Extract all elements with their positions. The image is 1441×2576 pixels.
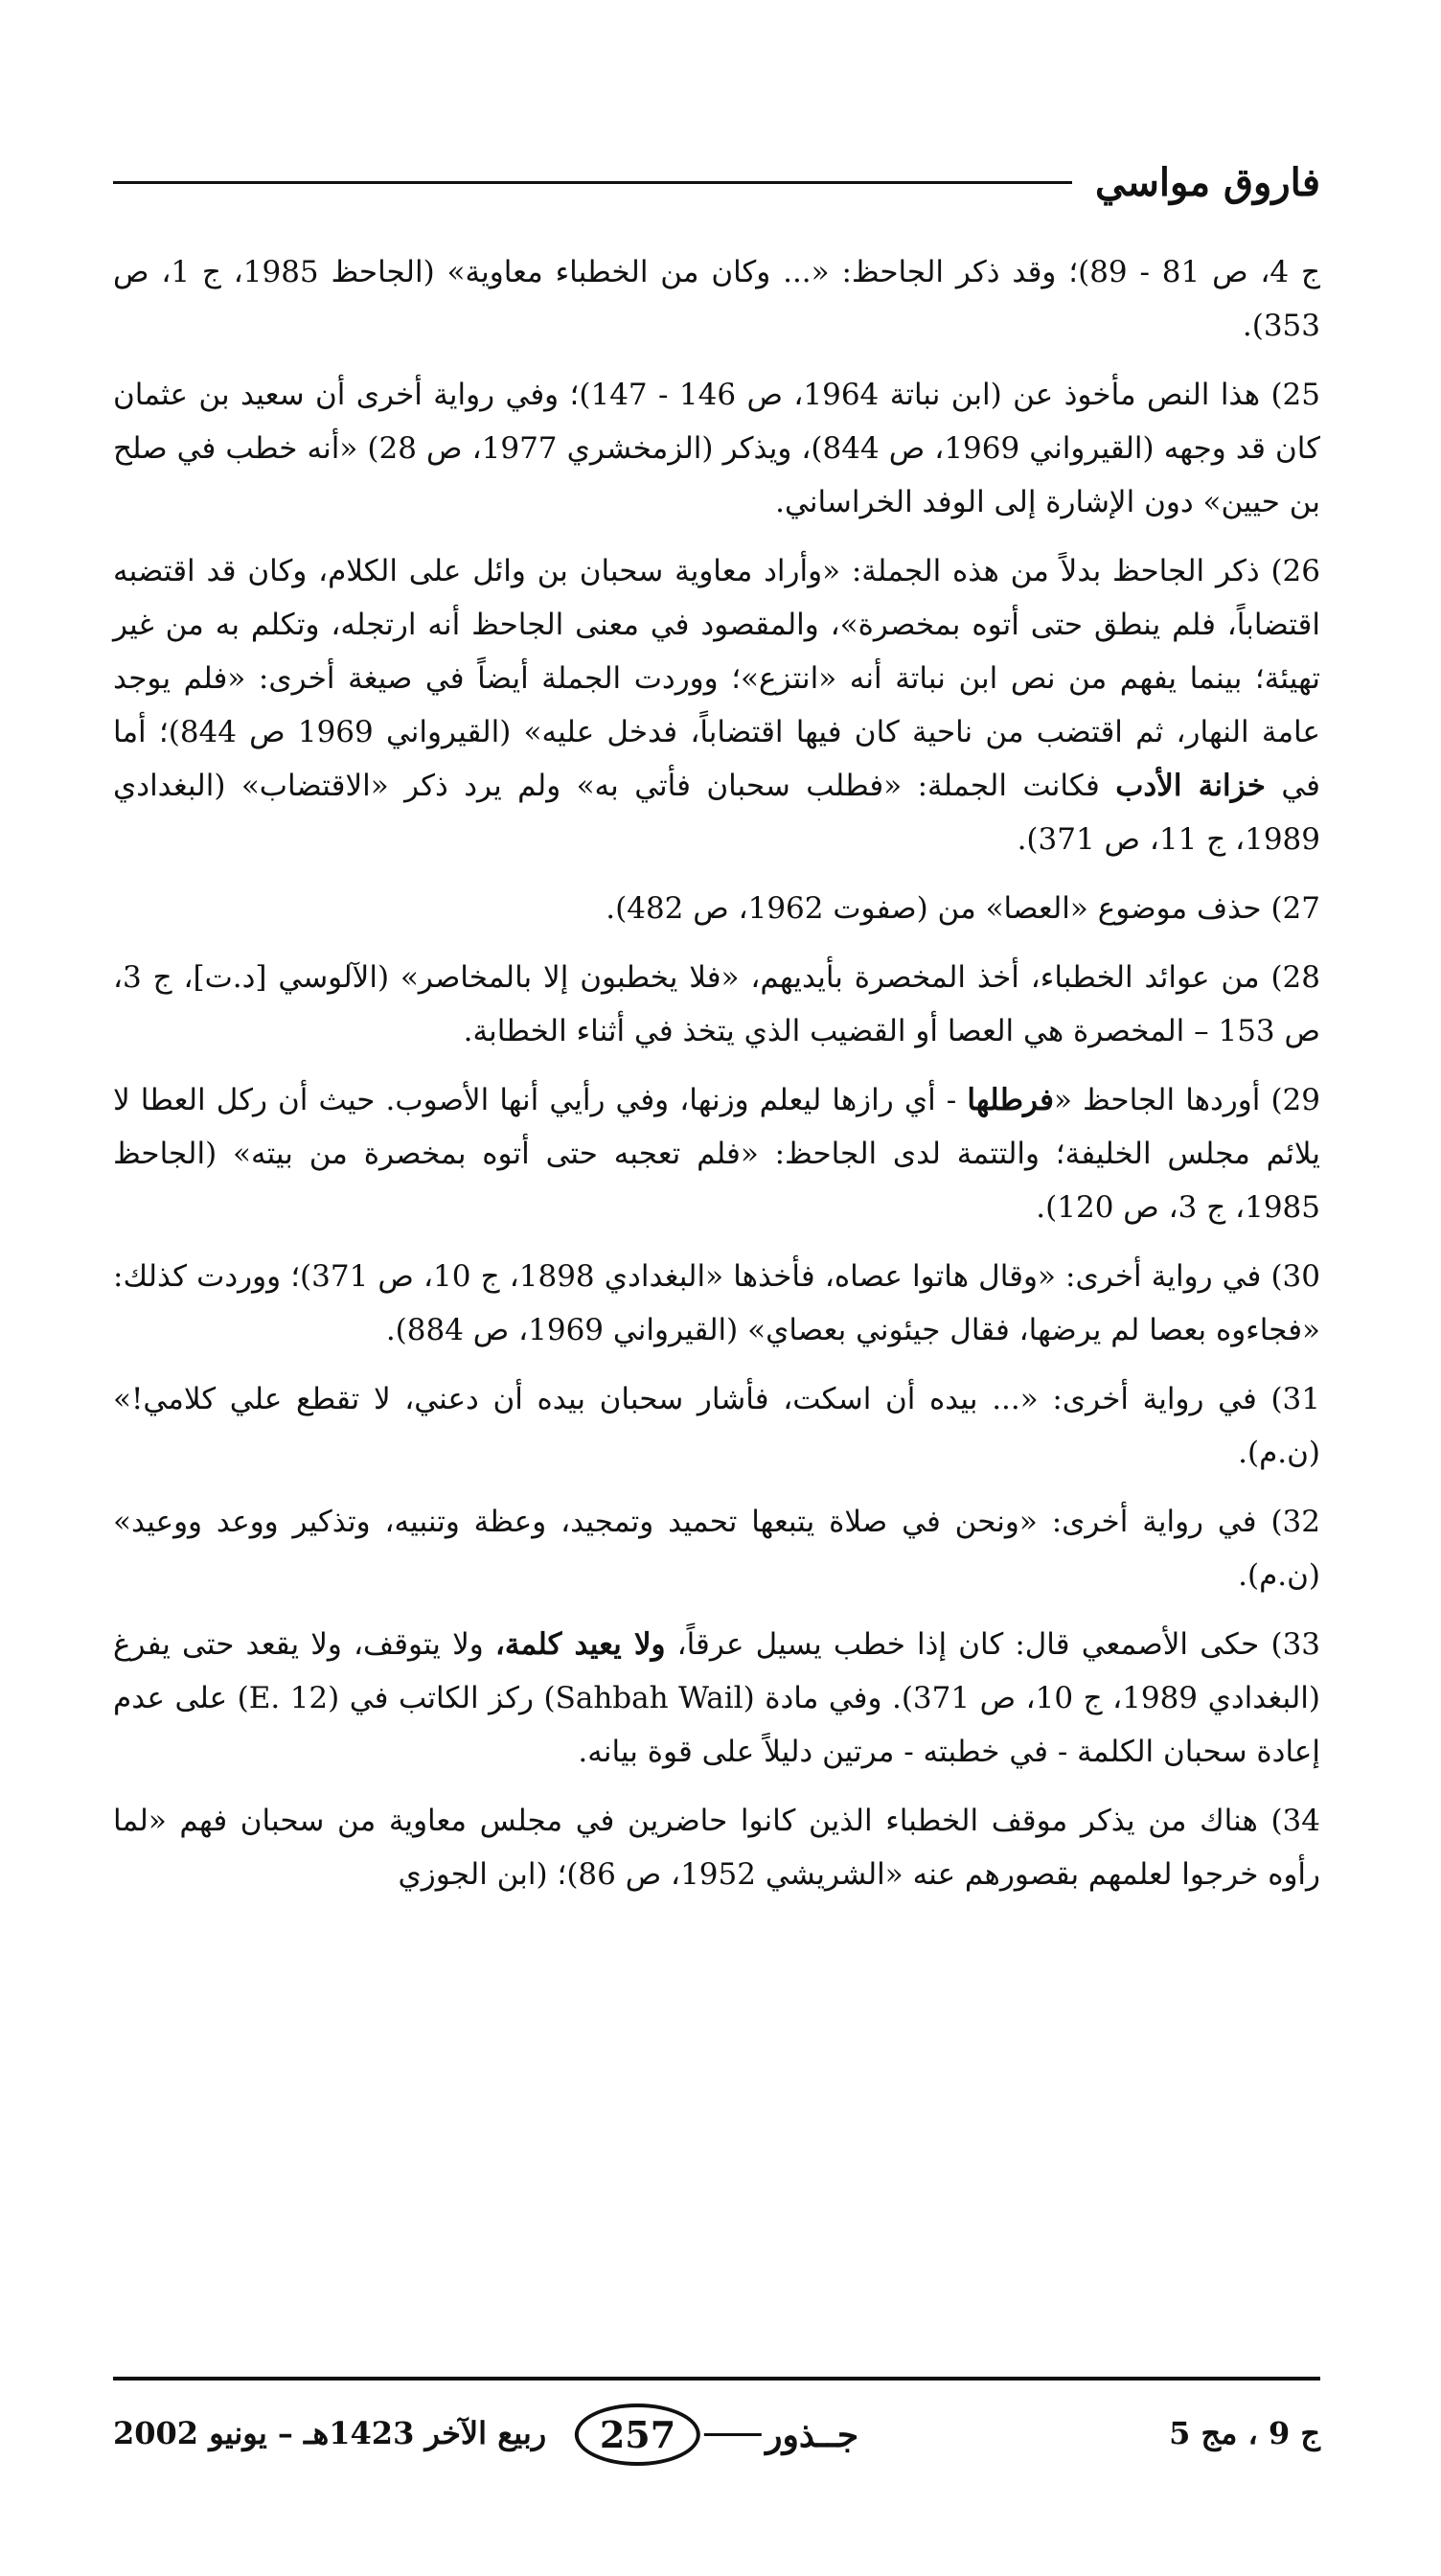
page-number: 257	[575, 2404, 700, 2466]
note-26	[113, 544, 1320, 866]
note-26-text-end: فكانت الجملة: «فطلب سحبان فأتي به» ولم يرد ذكر «الاقتضاب» (البغدادي 1989، ج 11، ص 371).	[113, 769, 1320, 857]
note-29	[113, 1073, 1320, 1234]
page-footer	[113, 2398, 1320, 2474]
journal-masthead	[575, 2404, 858, 2466]
note-33	[113, 1618, 1320, 1779]
note-29-text-end: - أي رازها ليعلم وزنها، وفي رأيي أنها الأصوب. حيث أن ركل العطا لا يلائم مجلس الخليفة؛ والتتمة لدى الجاحظ: «فلم تعجبه حتى أتوه بمخصرة من بيته» (الجاحظ 1985، ج 3، ص 120).	[113, 1083, 1320, 1225]
note-34: 34) هناك من يذكر موقف الخطباء الذين كانوا حاضرين في مجلس معاوية من سحبان فهم «لما رأوه خرجوا لعلمهم بقصورهم عنه «الشريشي 1952، ص 86)؛ (ابن الجوزي	[113, 1804, 1320, 1892]
note-29-text-start: 29) أوردها الجاحظ «	[1053, 1083, 1320, 1117]
endnotes	[113, 245, 1320, 1901]
note-29-bold-word: فرطلها	[967, 1083, 1054, 1117]
note-30: 30) في رواية أخرى: «وقال هاتوا عصاه، فأخذها «البغدادي 1898، ج 10، ص 371)؛ ووردت كذلك: «فجاءوه بعصا لم يرضها، فقال جيئوني بعصاي» (القيرواني 1969، ص 884).	[113, 1259, 1320, 1347]
note-33-text-start: 33) حكى الأصمعي قال: كان إذا خطب يسيل عرقاً،	[665, 1627, 1321, 1662]
note-28: 28) من عوائد الخطباء، أخذ المخصرة بأيديهم، «فلا يخطبون إلا بالمخاصر» (الآلوسي [د.ت]، ج 3، ص 153 – المخصرة هي العصا أو القضيب الذي يتخذ في أثناء الخطابة.	[113, 960, 1320, 1048]
note-26-text-start: 26) ذكر الجاحظ بدلاً من هذه الجملة: «وأراد معاوية سحبان بن وائل على الكلام، وكان قد اقتضبه اقتضاباً، فلم ينطق حتى أتوه بمخصرة»، والمقصود في معنى الجاحظ أنه ارتجله، وتكلم به من غير تهيئة؛ بينما يفهم من نص ابن نباتة أنه «انتزع»؛ ووردت الجملة أيضاً في صيغة أخرى: «فلم يوجد عامة النهار، ثم اقتضب من ناحية كان فيها اقتضاباً، فدخل عليه» (القيرواني 1969 ص 844)؛ أما في	[113, 554, 1321, 803]
author-name: فاروق مواسي	[1095, 159, 1320, 205]
issue-number: ج 9 ، مج 5	[1169, 2415, 1320, 2451]
issue-date: ربيع الآخر 1423هـ – يونيو 2002	[113, 2415, 547, 2451]
masthead-line	[704, 2433, 762, 2436]
header-rule	[113, 181, 1072, 184]
footer-rule	[113, 2377, 1320, 2380]
note-33-bold-phrase: ولا يعيد كلمة،	[494, 1627, 666, 1662]
page	[113, 144, 1320, 2540]
note-25: 25) هذا النص مأخوذ عن (ابن نباتة 1964، ص 146 - 147)؛ وفي رواية أخرى أن سعيد بن عثمان كان قد وجهه (القيرواني 1969، ص 844)، ويذكر (الزمخشري 1977، ص 28) «أنه خطب في صلح بن حيين» دون الإشارة إلى الوفد الخراساني.	[113, 378, 1320, 519]
journal-name: جــذور	[766, 2414, 859, 2455]
note-24-continued: ج 4، ص 81 - 89)؛ وقد ذكر الجاحظ: «... وكان من الخطباء معاوية» (الجاحظ 1985، ج 1، ص 353).	[113, 255, 1320, 343]
note-31: 31) في رواية أخرى: «... بيده أن اسكت، فأشار سحبان بيده أن دعني، لا تقطع علي كلامي!» (ن.م).	[113, 1382, 1320, 1470]
note-32: 32) في رواية أخرى: «ونحن في صلاة يتبعها تحميد وتمجيد، وعظة وتنبيه، وتذكير ووعد ووعيد» (ن.م).	[113, 1505, 1320, 1593]
note-33-text-end: ولا يتوقف، ولا يقعد حتى يفرغ (البغدادي 1989، ج 10، ص 371). وفي مادة (Sahbah Wail) ركز الكاتب في (E. 12) على عدم إعادة سحبان الكلمة - في خطبته - مرتين دليلاً على قوة بيانه.	[113, 1627, 1320, 1769]
page-header	[113, 144, 1320, 220]
note-27: 27) حذف موضوع «العصا» من (صفوت 1962، ص 482).	[606, 891, 1320, 926]
note-26-bold-title: خزانة الأدب	[1115, 769, 1266, 803]
